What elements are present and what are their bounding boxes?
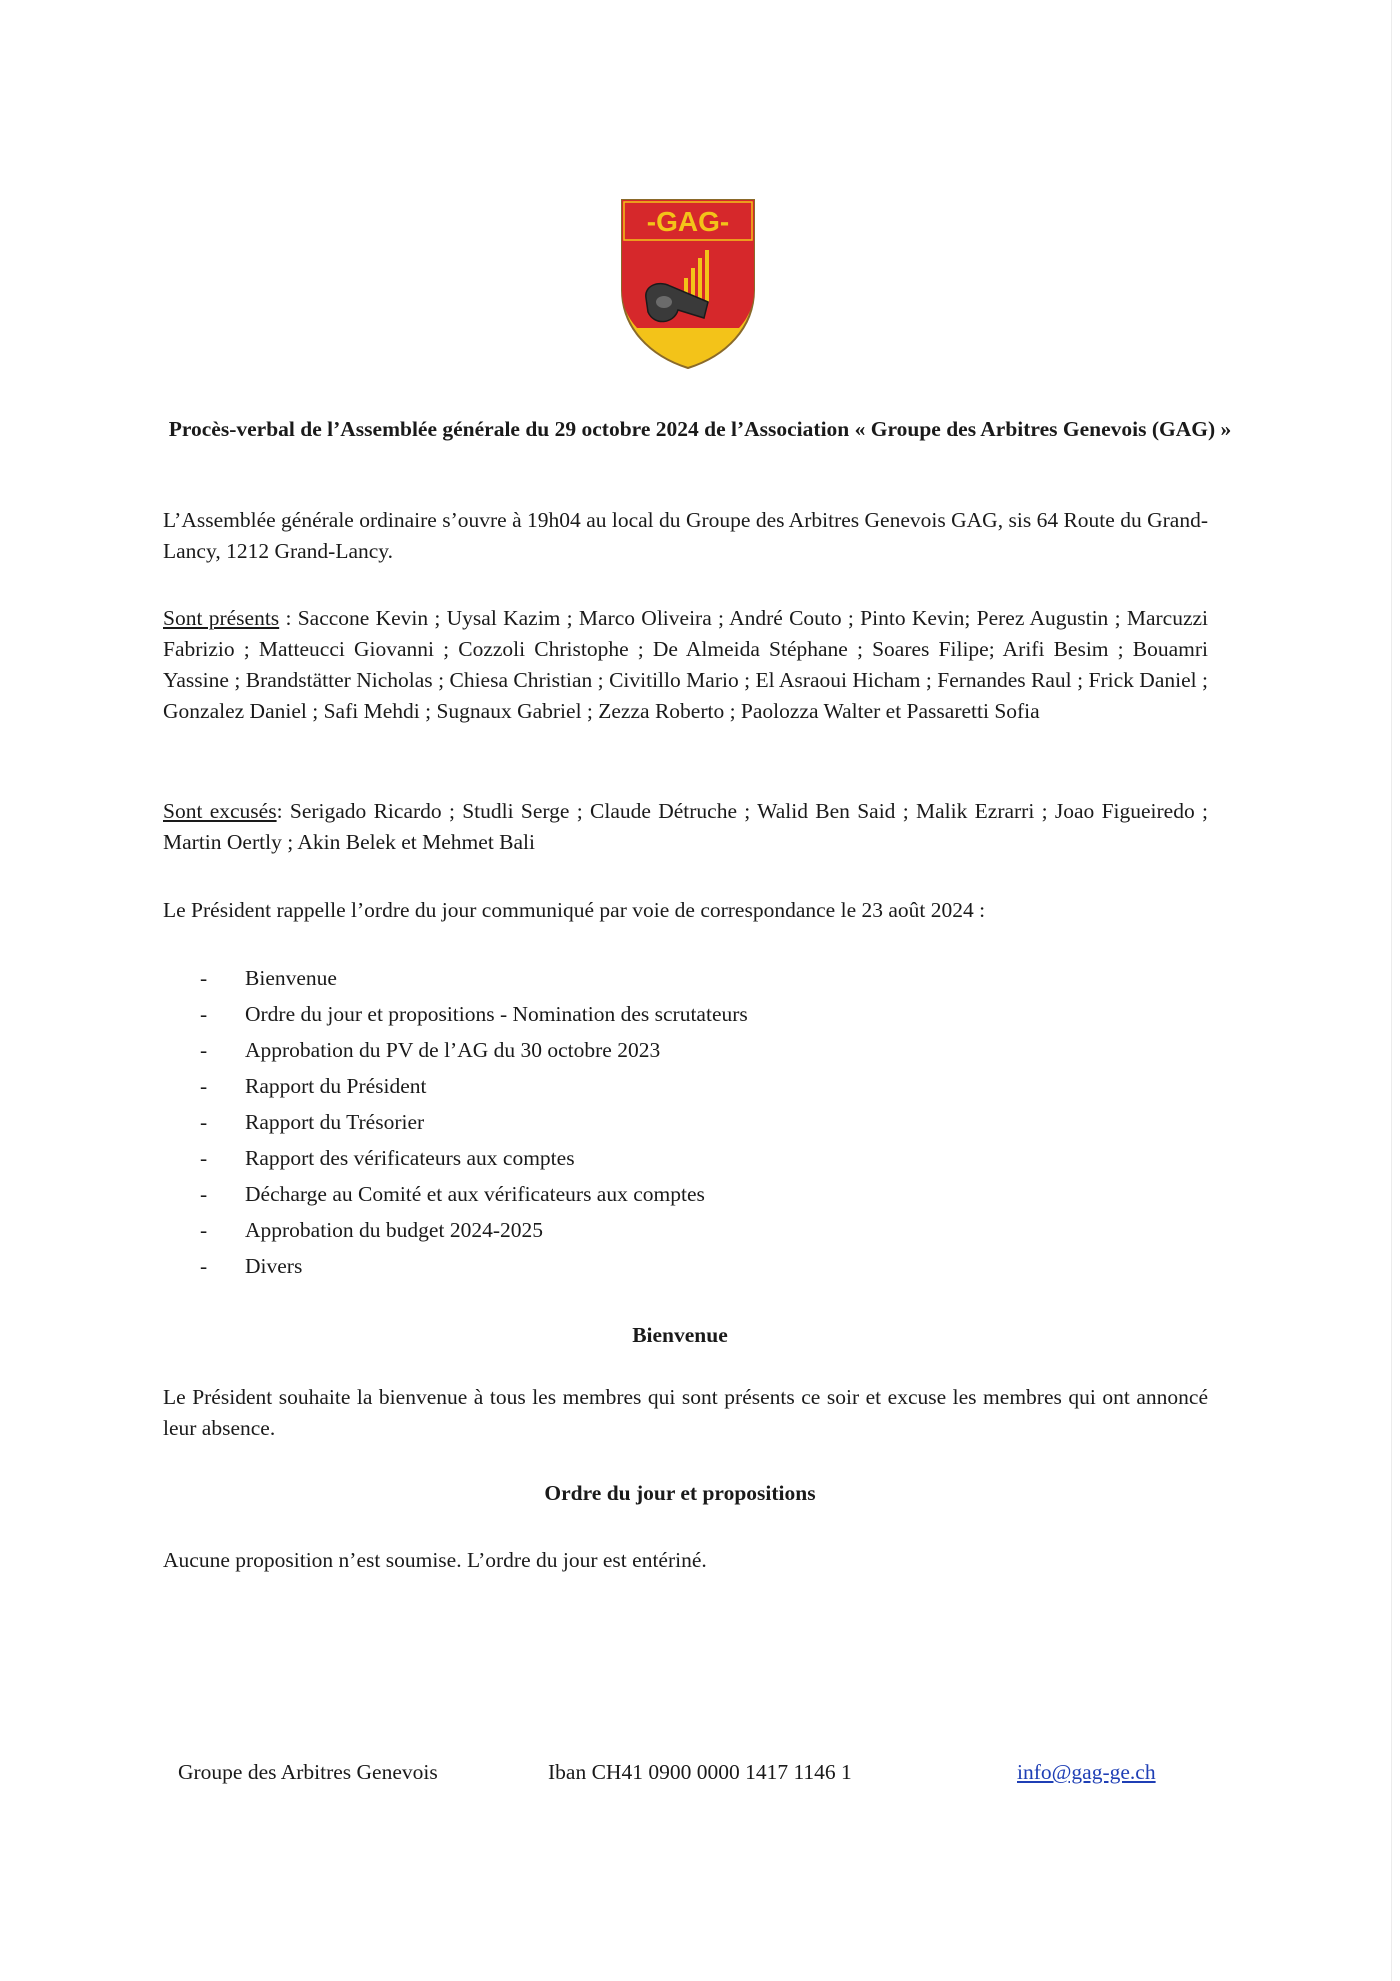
- agenda-item: - Divers: [200, 1254, 303, 1278]
- agenda-item: - Ordre du jour et propositions - Nomination des scrutateurs: [200, 1002, 748, 1026]
- opening-paragraph: L’Assemblée générale ordinaire s’ouvre à 19h04 au local du Groupe des Arbitres Genevois GAG, sis 64 Route du Grand-Lancy, 1212 Grand-Lancy.: [163, 508, 1208, 563]
- agenda-item: - Rapport des vérificateurs aux comptes: [200, 1146, 575, 1170]
- agenda-item: - Bienvenue: [200, 966, 337, 990]
- agenda-item: - Décharge au Comité et aux vérificateurs aux comptes: [200, 1182, 705, 1206]
- present-list: : Saccone Kevin ; Uysal Kazim ; Marco Oliveira ; André Couto ; Pinto Kevin; Perez Augustin ; Marcuzzi Fabrizio ; Matteucci Giovanni ; Cozzoli Christophe ; De Almeida Stéphane ; Soares Filipe; Arifi Besim ; Bouamri Yassine ; Brandstätter Nicholas ; Chiesa Christian ; Civitillo Mario ; El Asraoui Hicham ; Fernandes Raul ; Frick Daniel ; Gonzalez Daniel ; Safi Mehdi ; Sugnaux Gabriel ; Zezza Roberto ; Paolozza Walter et Passaretti Sofia: [163, 606, 1208, 723]
- excused-list: : Serigado Ricardo ; Studli Serge ; Claude Détruche ; Walid Ben Said ; Malik Ezrarri ; Joao Figueiredo ; Martin Oertly ; Akin Belek et Mehmet Bali: [163, 799, 1208, 854]
- gag-logo: [618, 198, 758, 370]
- excused-label: Sont excusés: [163, 799, 277, 823]
- present-members-paragraph: [163, 603, 1208, 727]
- document-title: Procès-verbal de l’Assemblée générale du 29 octobre 2024 de l’Association « Groupe des Arbitres Genevois (GAG) »: [168, 417, 1232, 441]
- excused-members-paragraph: [163, 796, 1208, 858]
- section-heading-agenda: Ordre du jour et propositions: [544, 1481, 816, 1505]
- agenda-item: - Rapport du Président: [200, 1074, 427, 1098]
- agenda-paragraph: Aucune proposition n’est soumise. L’ordre du jour est entériné.: [163, 1548, 707, 1572]
- page-edge-line: [1391, 0, 1392, 1981]
- present-label: Sont présents: [163, 606, 280, 630]
- section-heading-welcome: Bienvenue: [632, 1323, 728, 1347]
- agenda-item: - Rapport du Trésorier: [200, 1110, 425, 1134]
- welcome-paragraph: Le Président souhaite la bienvenue à tous les membres qui sont présents ce soir et excuse les membres qui ont annoncé leur absence.: [163, 1385, 1208, 1440]
- footer-organization: Groupe des Arbitres Genevois: [178, 1760, 438, 1784]
- agenda-item: - Approbation du PV de l’AG du 30 octobre 2023: [200, 1038, 661, 1062]
- email-link[interactable]: info@gag-ge.ch: [1017, 1760, 1156, 1784]
- footer-iban: Iban CH41 0900 0000 1417 1146 1: [548, 1760, 852, 1784]
- footer-email: [1017, 1757, 1156, 1788]
- agenda-intro: Le Président rappelle l’ordre du jour communiqué par voie de correspondance le 23 août 2024 :: [163, 898, 986, 922]
- agenda-list: [200, 960, 748, 1284]
- agenda-item: - Approbation du budget 2024-2025: [200, 1218, 543, 1242]
- logo-text: -GAG-: [646, 206, 730, 237]
